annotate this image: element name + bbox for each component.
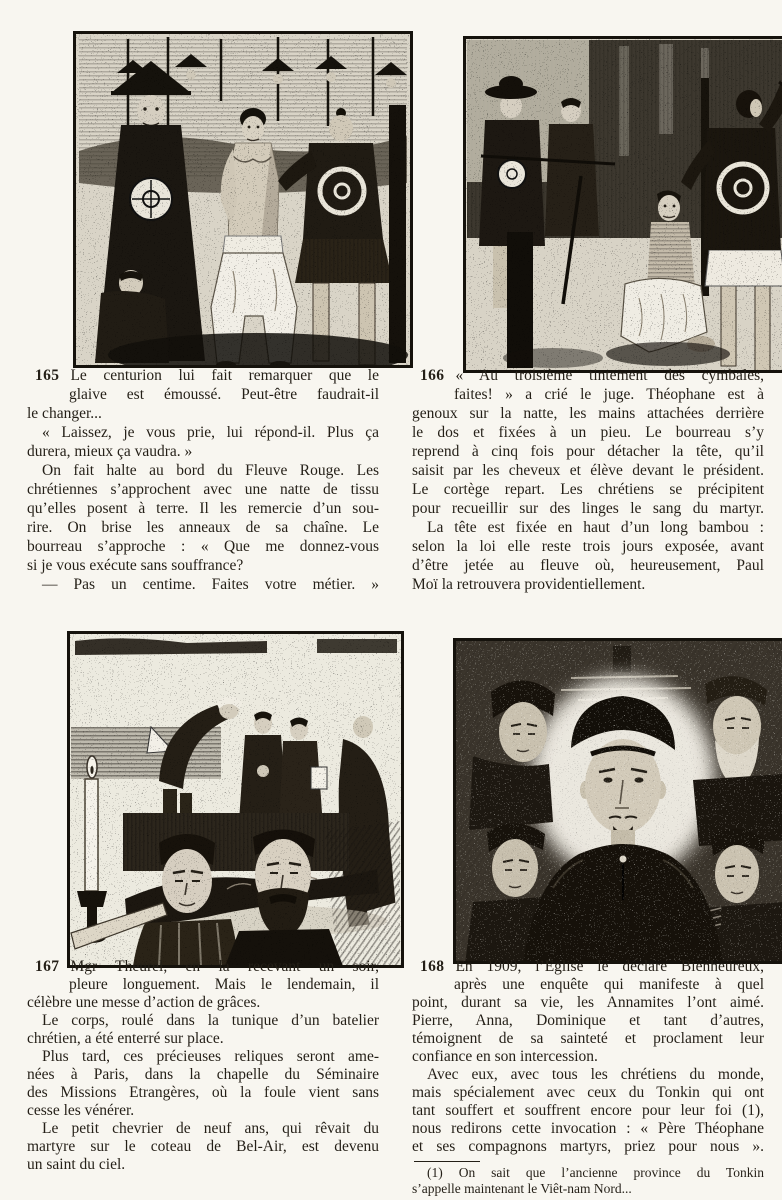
text-line: chrétien, a été enterré sur place. bbox=[27, 1030, 224, 1047]
illustration-165 bbox=[73, 31, 413, 368]
text-line: La tête est fixée en haut d’un long bambou : bbox=[427, 519, 764, 536]
footnote-rule bbox=[414, 1161, 480, 1162]
text-line: reprend à cinq fois pour détacher la tête, qu’il bbox=[412, 443, 764, 460]
text-line: d’être jetée au fleuve où, heureusement, Paul bbox=[412, 557, 764, 574]
text-line: 168 En 1909, l’Église le déclare Bienheureux, bbox=[420, 958, 764, 975]
text-line: le dos et fixées à un pieu. Le bourreau s’y bbox=[412, 424, 764, 441]
text-line: témoignent de sa sainteté et proclament leur bbox=[412, 1030, 764, 1047]
text-line: Pierre, Anna, Dominique et tant d’autres, bbox=[412, 1012, 764, 1029]
text-line: 167 Mgr Theurel, en la recevant un soir, bbox=[35, 958, 379, 975]
text-line: martyre sur le coteau de Bel-Air, est devenu bbox=[27, 1138, 379, 1155]
text-line: confiance en son intercession. bbox=[412, 1048, 598, 1065]
text-line: On fait halte au bord du Fleuve Rouge. Les bbox=[42, 462, 379, 479]
text-line: Le petit chevrier de neuf ans, qui rêvait du bbox=[42, 1120, 379, 1137]
footnote bbox=[412, 1161, 764, 1197]
column-168 bbox=[412, 958, 764, 1197]
text-line: célèbre une messe d’action de grâces. bbox=[27, 994, 261, 1011]
illustration-168 bbox=[453, 638, 782, 964]
text-line: selon la loi elle reste trois jours exposée, avant bbox=[412, 538, 764, 555]
text-line: faites! » a crié le juge. Théophane est à bbox=[454, 386, 764, 403]
text-line: le changer... bbox=[27, 405, 102, 422]
text-line: bourreau s’approche : « Que me donnez-vous bbox=[27, 538, 379, 555]
paragraph-number: 167 bbox=[35, 958, 60, 975]
text-line: mais spécialement avec ceux du Tonkin qui ont bbox=[412, 1084, 764, 1101]
text-line: 165 Le centurion lui fait remarquer que le bbox=[35, 367, 379, 384]
text-line: tant souffert et souffrent encore pour leur foi (1), bbox=[412, 1102, 764, 1119]
text-line: pleure longuement. Mais le lendemain, il bbox=[69, 976, 379, 993]
text-line: Le corps, roulé dans la tunique d’un batelier bbox=[42, 1012, 379, 1029]
text-line: Plus tard, ces précieuses reliques seront ame- bbox=[42, 1048, 379, 1065]
text-line: chrétiennes s’approchent avec une natte de tissu bbox=[27, 481, 379, 498]
text-line: qu’elles posent à terre. Il les remercie d’un sou- bbox=[27, 500, 379, 517]
text-line: si je vous exécute sans souffrance? bbox=[27, 557, 244, 574]
text-line: (1) On sait que l’ancienne province du Tonkin bbox=[427, 1165, 764, 1180]
text-line: Moï la retrouvera providentiellement. bbox=[412, 576, 646, 593]
illustration-167 bbox=[67, 631, 404, 968]
text-line: saisit par les cheveux et élève devant le président. bbox=[412, 462, 764, 479]
footnote-text bbox=[412, 1165, 764, 1197]
text-line: nous redirons cette invocation : « Père Théophane bbox=[412, 1120, 764, 1137]
text-line: point, durant sa vie, les Annamites l’ont aimé. bbox=[412, 994, 764, 1011]
text-line: rire. On brise les anneaux de sa chaîne. Le bbox=[27, 519, 379, 536]
illustration-166 bbox=[463, 36, 782, 373]
paragraph-165 bbox=[27, 366, 379, 594]
text-line: pour recueillir sur des linges le sang du martyr. bbox=[412, 500, 764, 517]
text-line: genoux sur la natte, les mains attachées derrière bbox=[412, 405, 764, 422]
paragraph-number: 165 bbox=[35, 367, 60, 384]
text-line: et ses compagnons martyrs, priez pour nous ». bbox=[412, 1138, 764, 1155]
paragraph-167 bbox=[27, 958, 379, 1174]
text-line: Le cortège repart. Les chrétiens se précipitent bbox=[412, 481, 764, 498]
text-line: après une enquête qui manifeste à quel bbox=[454, 976, 764, 993]
text-line: des Missions Etrangères, où la foule vient sans bbox=[27, 1084, 379, 1101]
text-line: cesse les vénérer. bbox=[27, 1102, 135, 1119]
text-line: un saint du ciel. bbox=[27, 1156, 126, 1173]
text-line: 166 « Au troisième tintement des cymbales, bbox=[420, 367, 764, 384]
text-line: nées à Paris, dans la chapelle du Séminaire bbox=[27, 1066, 379, 1083]
text-line: glaive est émoussé. Peut-être faudrait-il bbox=[69, 386, 379, 403]
text-line: durera, mieux ça vaudra. » bbox=[27, 443, 193, 460]
paragraph-168 bbox=[412, 958, 764, 1156]
text-line: Avec eux, avec tous les chrétiens du monde, bbox=[427, 1066, 764, 1083]
paragraph-number: 166 bbox=[420, 367, 445, 384]
text-line: s’appelle maintenant le Viêt-nam Nord... bbox=[412, 1181, 632, 1196]
paragraph-number: 168 bbox=[420, 958, 445, 975]
text-line: « Laissez, je vous prie, lui répond-il. Plus ça bbox=[42, 424, 379, 441]
text-line: — Pas un centime. Faites votre métier. » bbox=[42, 576, 379, 593]
paragraph-166 bbox=[412, 366, 764, 594]
